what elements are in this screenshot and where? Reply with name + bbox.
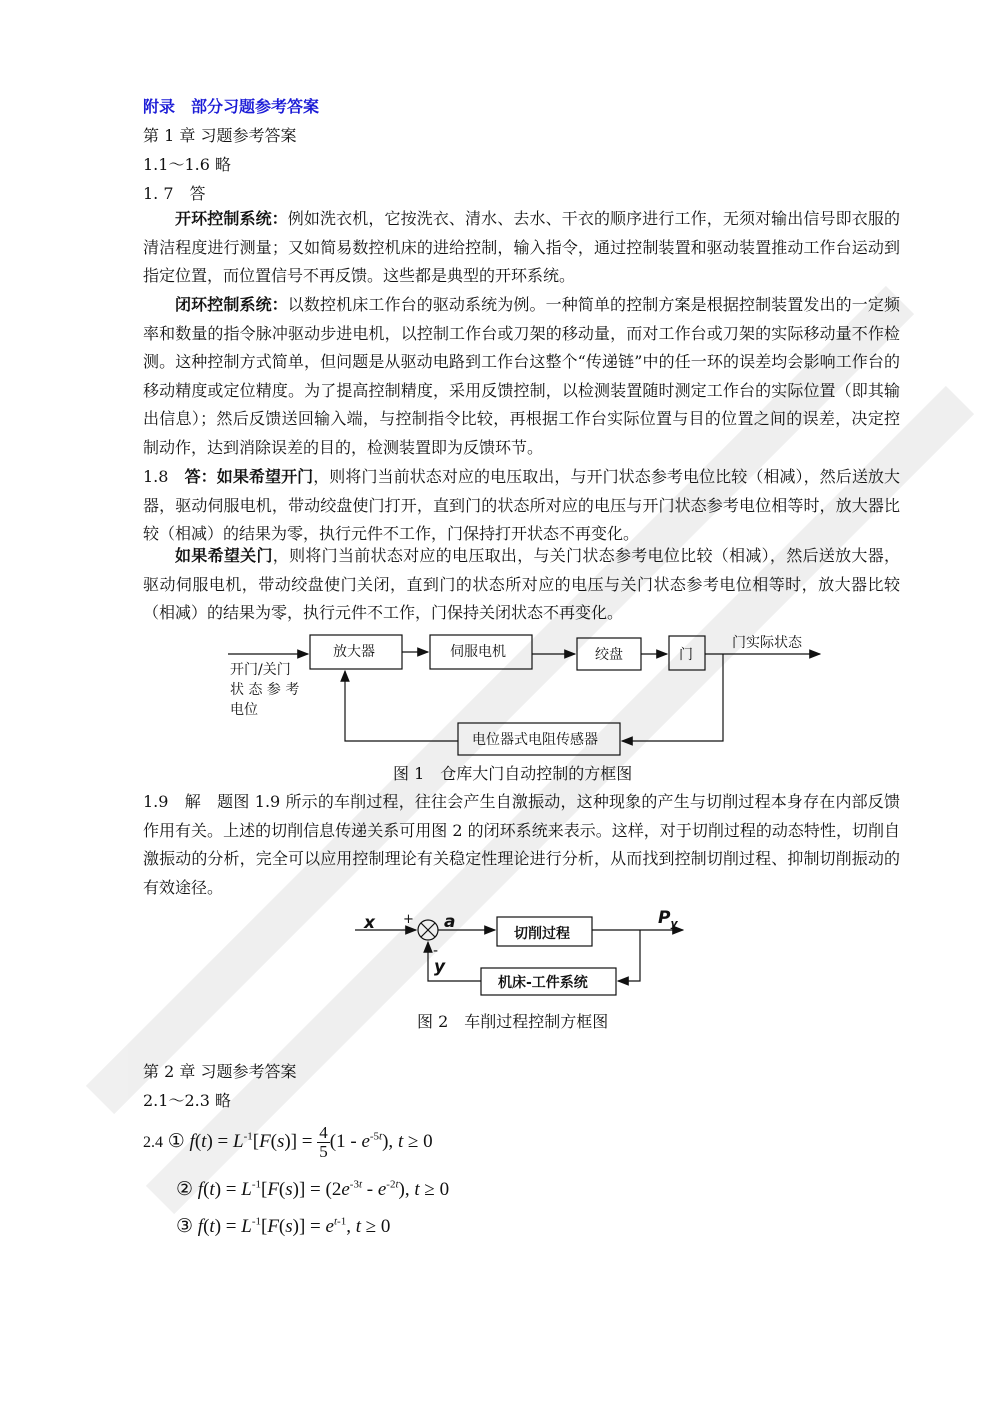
close-door-label: 如果希望关门	[175, 546, 273, 565]
fig2-output-p	[658, 908, 678, 930]
equation-2-4-2: ② $f(t) = L^{-1}[F(s)] = (2e^{-3t} - e^{-2t})$, t ≥ 0	[176, 1178, 450, 1200]
fig2-signal-y: y	[434, 957, 446, 977]
q2-4-label: 2.4	[143, 1133, 163, 1151]
fig1-input-line1: 开门/关门	[230, 662, 291, 678]
eq1-fraction: $\frac{4}{5}$	[319, 1123, 328, 1161]
closed-loop-text: 以数控机床工作台的驱动系统为例。一种简单的控制方案是根据控制装置发出的一定频率和数量的指令脉冲驱动步进电机，以控制工作台或刀架的移动量，而对工作台或刀架的实际移动量不作检测。这种控制方式简单，但问题是从驱动电路到工作台这整个“传递链”中的任一环的误差均会影响工作台的移动精度或定位精度。为了提高控制精度，采用反馈控制，以检测装置随时测定工作台的实际位置（即其输出信息）；然后反馈送回输入端，与控制指令比较，再根据工作台实际位置与目的位置之间的误差，决定控制动作，达到消除误差的目的，检测装置即为反馈环节。	[143, 295, 900, 457]
fig2-machine-label: 机床-工件系统	[498, 975, 588, 991]
fig2-input-x: x	[364, 913, 375, 933]
q1-8-prefix: 1.8	[143, 467, 185, 486]
close-door-paragraph	[143, 542, 900, 628]
fig1-door-label: 门	[679, 647, 693, 663]
figure1-caption: 图 1 仓库大门自动控制的方框图	[393, 764, 633, 783]
fig2-plus: +	[403, 912, 414, 927]
equation-2-4-1: 2.4 ① $f(t) = L^{-1}[F(s)]$ = $\frac{4}{5}$ $(1 - e^{-5t})$, t ≥ 0	[143, 1123, 433, 1161]
chapter2-heading: 第 2 章 习题参考答案	[143, 1062, 297, 1081]
chapter1-heading: 第 1 章 习题参考答案	[143, 126, 297, 145]
q1-1-line: 1.1～1.6 略	[143, 155, 231, 174]
figure2-caption: 图 2 车削过程控制方框图	[417, 1012, 609, 1031]
fig1-amp-label: 放大器	[333, 644, 375, 660]
open-loop-label: 开环控制系统：	[175, 209, 288, 228]
fig1-input-line2: 状 态 参 考	[230, 682, 300, 698]
q1-7-label: 1. 7 答	[143, 184, 206, 203]
fig2-output-p-main: P	[658, 908, 671, 928]
fig1-input-line3: 电位	[230, 702, 258, 718]
figure1-diagram	[220, 628, 830, 756]
fig2-minus: -	[433, 943, 439, 959]
q1-9-paragraph: 1.9 解 题图 1.9 所示的车削过程，往往会产生自激振动，这种现象的产生与切削过程本身存在内部反馈作用有关。上述的切削信息传递关系可用图 2 的闭环系统来表示。这样，对于切削过程的动态特性，切削自激振动的分析，完全可以应用控制理论有关稳定性理论进行分析，从而找到控制切削过程、抑制切削振动的有效途径。	[143, 792, 900, 897]
fig1-output-label: 门实际状态	[732, 635, 802, 651]
eq3-marker: ③	[176, 1216, 194, 1237]
fig2-output-p-sub: y	[670, 917, 678, 930]
eq1-marker: ①	[167, 1130, 185, 1152]
fig1-winch-label: 绞盘	[595, 647, 623, 663]
close-door-text: ，则将门当前状态对应的电压取出，与关门状态参考电位比较（相减），然后送放大器，驱动伺服电机，带动绞盘使门关闭，直到门的状态所对应的电压与关门状态参考电位相等时，放大器比较（相减）的结果为零，执行元件不工作，门保持关闭状态不再变化。	[143, 546, 900, 622]
q1-8-label: 答：如果希望开门	[184, 467, 314, 486]
appendix-title: 附录 部分习题参考答案	[143, 97, 320, 116]
fig1-sensor-label: 电位器式电阻传感器	[472, 732, 598, 748]
q1-8-paragraph	[143, 463, 900, 549]
closed-loop-paragraph	[143, 291, 900, 462]
q1-8-text: ，则将门当前状态对应的电压取出，与开门状态参考电位比较（相减），然后送放大器，驱动伺服电机，带动绞盘使门打开，直到门的状态所对应的电压与开门状态参考电位相等时，放大器比较（相减）的结果为零，执行元件不工作，门保持打开状态不再变化。	[143, 467, 900, 543]
q2-1-line: 2.1～2.3 略	[143, 1091, 231, 1110]
equation-2-4-3: ③ $f(t) = L^{-1}[F(s)] = e^{t-1}$, t ≥ 0	[176, 1215, 391, 1237]
fig2-cut-label: 切削过程	[514, 926, 570, 942]
figure2-diagram	[355, 905, 690, 1000]
fig2-signal-a: a	[444, 912, 456, 932]
closed-loop-label: 闭环控制系统：	[175, 295, 288, 314]
open-loop-paragraph	[143, 205, 900, 291]
open-loop-text: 例如洗衣机，它按洗衣、清水、去水、干衣的顺序进行工作，无须对输出信号即衣服的清洁程度进行测量；又如简易数控机床的进给控制，输入指令，通过控制装置和驱动装置推动工作台运动到指定位置，而位置信号不再反馈。这些都是典型的开环系统。	[143, 209, 900, 285]
eq2-marker: ②	[176, 1179, 194, 1200]
fig1-motor-label: 伺服电机	[450, 644, 506, 660]
